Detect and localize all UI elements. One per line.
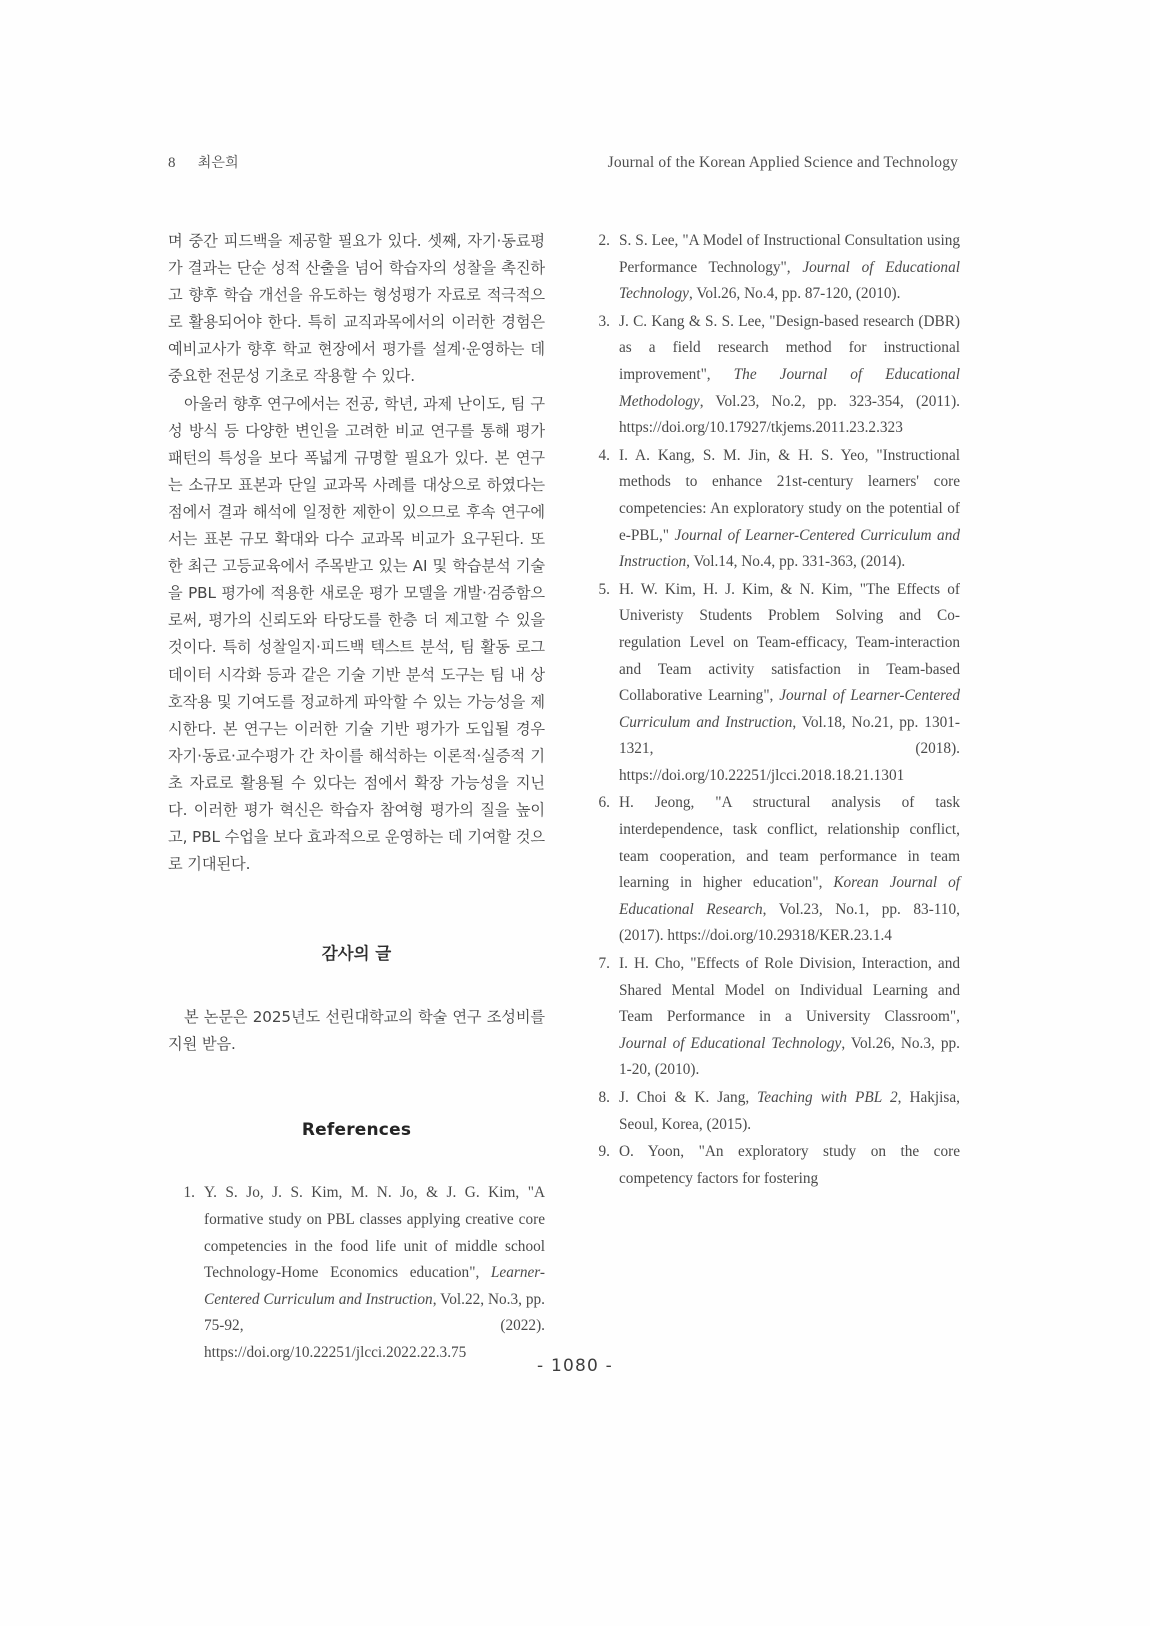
reference-text-run: , Vol.23, No.2, pp. 323-354, (2011). https://doi.org/10.17927/tkjems.2011.23.2.323 [619, 392, 960, 437]
reference-source-title: Journal of Learner-Centered Curriculum and Instruction [619, 687, 960, 731]
reference-text-run: , Vol.14, No.4, pp. 331-363, (2014). [686, 553, 906, 571]
reference-item [583, 1139, 960, 1192]
bottom-edge-artifact [0, 1612, 1150, 1626]
reference-source-title: Learner-Centered Curriculum and Instruction [204, 1264, 545, 1308]
reference-item [583, 951, 960, 1084]
reference-text [619, 1139, 960, 1192]
reference-text [204, 1180, 545, 1366]
acknowledgment-heading: 감사의 글 [321, 944, 392, 964]
acknowledgment-text: 본 논문은 2025년도 선린대학교의 학술 연구 조성비를 지원 받음. [168, 1008, 545, 1054]
reference-text-run: H. Jeong, "A structural analysis of task interdependence, task conflict, relationship conflict, team cooperation, and team performance in team learning in higher education", [619, 794, 960, 892]
reference-text-run: J. Choi & K. Jang, [619, 1089, 758, 1106]
footer-page-number: - 1080 - [537, 1356, 613, 1376]
spacer [168, 878, 545, 940]
reference-number: 9. [598, 1143, 610, 1161]
reference-source-title: Korean Journal of Educational Research [619, 874, 960, 918]
reference-number: 1. [183, 1184, 195, 1202]
reference-number: 3. [598, 312, 610, 330]
body-paragraph-2: 아울러 향후 연구에서는 전공, 학년, 과제 난이도, 팀 구성 방식 등 다양한 변인을 고려한 비교 연구를 통해 평가 패턴의 특성을 보다 폭넓게 규명할 필요가 있다. 본 연구는 소규모 표본과 단일 교과목 사례를 대상으로 하였다는 점에서 결과 해석에 일정한 제한이 있으므로 후속 연구에서는 표본 규모 확대와 다수 교과목 비교가 요구된다. 또한 최근 고등교육에서 주목받고 있는 AI 및 학습분석 기술을 PBL 평가에 적용한 새로운 평가 모델을 개발·검증함으로써, 평가의 신뢰도와 타당도를 한층 더 제고할 수 있을 것이다. 특히 성찰일지·피드백 텍스트 분석, 팀 활동 로그 데이터 시각화 등과 같은 기술 기반 분석 도구는 팀 내 상호작용 및 기여도를 정교하게 파악할 수 있는 가능성을 제시한다. 본 연구는 이러한 기술 기반 평가가 도입될 경우 자기·동료·교수평가 간 차이를 해석하는 이론적·실증적 기초 자료로 활용될 수 있다는 점에서 확장 가능성을 지닌다. 이러한 평가 혁신은 학습자 참여형 평가의 질을 높이고, PBL 수업을 보다 효과적으로 운영하는 데 기여할 것으로 기대된다. [168, 394, 545, 874]
references-heading: References [301, 1120, 412, 1141]
spacer [168, 1140, 545, 1180]
reference-list-left [168, 1180, 545, 1366]
reference-text [619, 228, 960, 308]
reference-text [619, 1085, 960, 1138]
reference-text [619, 443, 960, 576]
reference-number: 2. [598, 232, 610, 249]
reference-text-run: H. W. Kim, H. J. Kim, & N. Kim, "The Effects of Univeristy Students Problem Solving and Co-regulation Level on Team-efficacy, Team-interaction and Team activity satisfaction in Team-based Collaborative Learning", [619, 580, 960, 705]
reference-number: 8. [598, 1089, 610, 1106]
reference-item [583, 790, 960, 950]
spacer [168, 1058, 545, 1120]
reference-list-right [583, 228, 960, 1192]
reference-source-title: Journal of Learner-Centered Curriculum and Instruction [619, 526, 960, 571]
reference-text [619, 951, 960, 1084]
left-column [168, 228, 545, 1368]
reference-text-run: , Vol.23, No.1, pp. 83-110, (2017). https://doi.org/10.29318/KER.23.1.4 [619, 900, 960, 945]
two-column-layout [168, 228, 960, 1368]
reference-item [583, 228, 960, 308]
reference-text-run: , Vol.26, No.3, pp. 1-20, (2010). [619, 1034, 960, 1079]
reference-text-run: , Vol.18, No.21, pp. 1301-1321, (2018). https://doi.org/10.22251/jlcci.2018.18.21.1301 [619, 713, 960, 784]
reference-source-title: Teaching with PBL 2 [757, 1089, 898, 1106]
running-head [168, 152, 958, 178]
reference-item [583, 443, 960, 576]
reference-source-title: Journal of Educational Technology [619, 1034, 842, 1052]
reference-text-run: J. C. Kang & S. S. Lee, "Design-based research (DBR) as a field research method for instructional improvement", [619, 312, 960, 383]
reference-text-run: S. S. Lee, "A Model of Instructional Consultation using Performance Technology", [619, 232, 960, 276]
right-column [583, 228, 960, 1368]
reference-source-title: The Journal of Educational Methodology [619, 365, 960, 410]
running-head-left [168, 152, 239, 172]
reference-number: 5. [598, 580, 610, 598]
page-number: 8 [168, 155, 176, 171]
body-paragraph-1: 며 중간 피드백을 제공할 필요가 있다. 셋째, 자기·동료평가 결과는 단순 성적 산출을 넘어 학습자의 성찰을 촉진하고 향후 학습 개선을 유도하는 형성평가 자료로 적극적으로 활용되어야 한다. 특히 교직과목에서의 이러한 경험은 예비교사가 향후 학교 현장에서 평가를 설계·운영하는 데 중요한 전문성 기초로 작용할 수 있다. [168, 232, 545, 386]
reference-item [583, 577, 960, 790]
reference-number: 7. [598, 955, 610, 973]
reference-text-run: Y. S. Jo, J. S. Kim, M. N. Jo, & J. G. Kim, "A formative study on PBL classes applying creative core competencies in the food life unit of middle school Technology-Home Economics education", [204, 1184, 545, 1282]
reference-item [583, 1085, 960, 1138]
reference-text-run: , Vol.26, No.4, pp. 87-120, (2010). [688, 285, 901, 303]
reference-item [583, 309, 960, 442]
journal-title: Journal of the Korean Applied Science and Technology [607, 154, 958, 171]
reference-text [619, 309, 960, 442]
reference-text-run: I. A. Kang, S. M. Jin, & H. S. Yeo, "Instructional methods to enhance 21st-century learners' core competencies: An exploratory study on the potential of e-PBL," [619, 446, 960, 544]
reference-source-title: Journal of Educational Technology [619, 258, 960, 303]
reference-number: 6. [598, 794, 610, 812]
reference-text-run: O. Yoon, "An exploratory study on the core competency factors for fostering [619, 1143, 960, 1187]
reference-text-run: I. H. Cho, "Effects of Role Division, Interaction, and Shared Mental Model on Individual Learning and Team Performance in a University Classroom", [619, 955, 960, 1026]
reference-text [619, 790, 960, 950]
spacer [168, 964, 545, 1004]
reference-number: 4. [598, 446, 610, 464]
reference-text-run: , Hakjisa, Seoul, Korea, (2015). [619, 1089, 961, 1133]
running-author: 최은희 [197, 155, 239, 171]
reference-text [619, 577, 960, 790]
reference-item [168, 1180, 545, 1366]
reference-text-run: , Vol.22, No.3, pp. 75-92, (2022). https://doi.org/10.22251/jlcci.2022.22.3.75 [204, 1290, 545, 1361]
